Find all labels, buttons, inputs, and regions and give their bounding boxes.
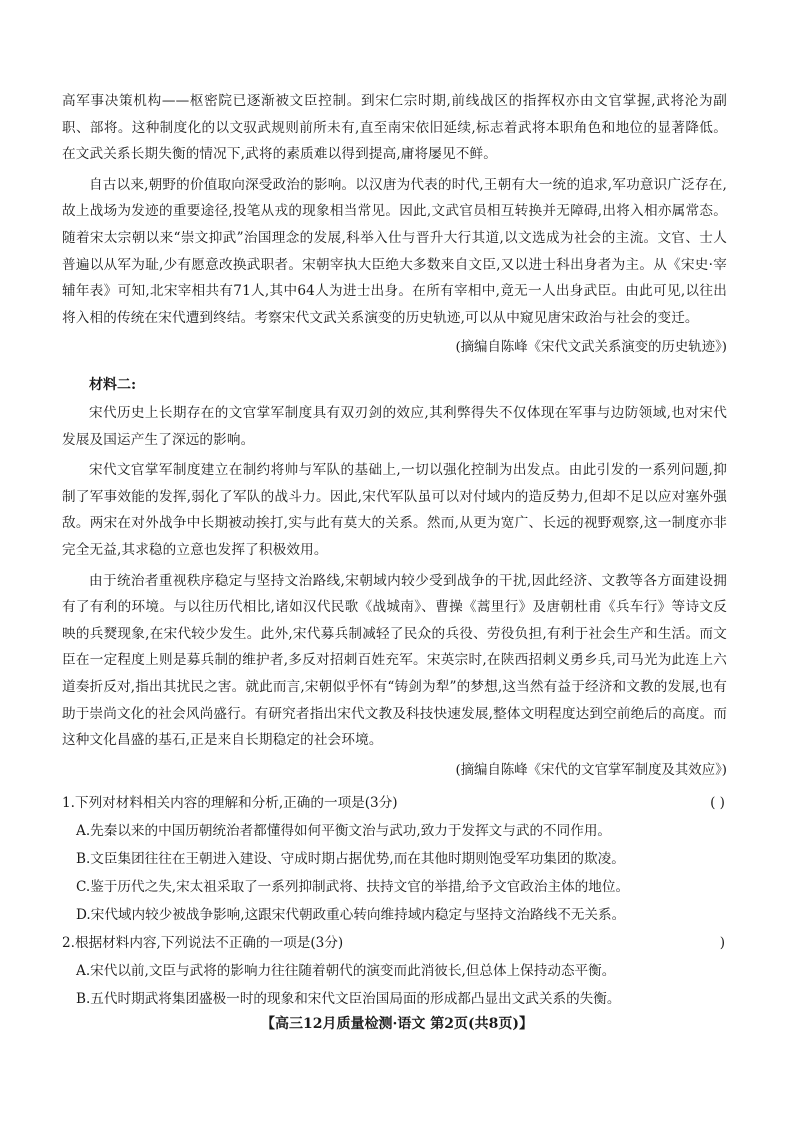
question-stem-text: 2.根据材料内容,下列说法不正确的一项是(3分): [62, 935, 344, 951]
material-two-paragraph-3: 由于统治者重视秩序稳定与坚持文治路线,宋朝域内较少受到战争的干扰,因此经济、文教等各方面建设拥有了有利的环境。与以往历代相比,诸如汉代民歌《战城南》、曹操《蒿里行》及唐朝杜甫《兵车行》等诗文反映的兵燹现象,在宋代较少发生。此外,宋代募兵制减轻了民众的兵役、劳役负担,有利于社会生产和生活。而文臣在一定程度上则是募兵制的维护者,多反对招刺百姓充军。宋英宗时,在陕西招刺义勇乡兵,司马光为此连上六道奏折反对,指出其扰民之害。就此而言,宋朝似乎怀有“铸剑为犁”的梦想,这当然有益于经济和文教的发展,也有助于崇尚文化的社会风尚盛行。有研究者指出宋代文教及科技快速发展,整体文明程度达到空前绝后的高度。而这种文化昌盛的基石,正是来自长期稳定的社会环境。: [62, 572, 727, 749]
page-footer: 【高三12月质量检测·语文 第2页(共8页)】: [261, 1016, 533, 1032]
question-stem: [62, 929, 727, 957]
material-two-citation: (摘编自陈峰《宋代的文官掌军制度及其效应》): [455, 762, 727, 778]
answer-blank: ): [719, 935, 725, 951]
option-a: A.先秦以来的中国历朝统治者都懂得如何平衡文治与武功,致力于发挥文与武的不同作用。: [76, 823, 612, 839]
question-2: [62, 929, 727, 1013]
material-two-title: 材料二:: [89, 377, 137, 393]
option-a: A.宋代以前,文臣与武将的影响力往往随着朝代的演变而此消彼长,但总体上保持动态平衡。: [76, 963, 616, 979]
material-one-paragraph-2: 自古以来,朝野的价值取向深受政治的影响。以汉唐为代表的时代,王朝有大一统的追求,军功意识广泛存在,故上战场为发迹的重要途径,投笔从戎的现象相当常见。因此,文武官员相互转换并无障碍,出将入相亦属常态。随着宋太宗朝以来“崇文抑武”治国理念的发展,科举入仕与晋升大行其道,以文选成为社会的主流。文官、士人普遍以从军为耻,少有愿意改换武职者。宋朝宰执大臣绝大多数来自文臣,又以进士科出身者为主。从《宋史·宰辅年表》可知,北宋宰相共有71人,其中64人为进士出身。在所有宰相中,竟无一人出身武臣。由此可见,以往出将入相的传统在宋代遭到终结。考察宋代文武关系演变的历史轨迹,可以从中窥见唐宋政治与社会的变迁。: [62, 176, 727, 326]
question-stem: [62, 789, 727, 817]
material-two: [62, 372, 727, 784]
option-b: B.五代时期武将集团盛极一时的现象和宋代文臣治国局面的形成都凸显出文武关系的失衡。: [76, 991, 621, 1007]
material-one-paragraph-1: 高军事决策机构——枢密院已逐渐被文臣控制。到宋仁宗时期,前线战区的指挥权亦由文官掌握,武将沦为副职、部将。这种制度化的以文驭武规则前所未有,直至南宋依旧延续,标志着武将本职角色和地位的显著降低。在文武关系长期失衡的情况下,武将的素质难以得到提高,庸将屡见不鲜。: [62, 93, 727, 163]
material-two-paragraph-1: 宋代历史上长期存在的文官掌军制度具有双刃剑的效应,其利弊得失不仅体现在军事与边防领域,也对宋代发展及国运产生了深远的影响。: [62, 405, 727, 448]
material-one-citation: (摘编自陈峰《宋代文武关系演变的历史轨迹》): [455, 340, 727, 356]
question-stem-text: 1.下列对材料相关内容的理解和分析,正确的一项是(3分): [62, 795, 398, 811]
question-1: [62, 789, 727, 929]
questions-section: [62, 789, 727, 1013]
option-d: D.宋代域内较少被战争影响,这跟宋代朝政重心转向维持域内稳定与坚持文治路线不无关系。: [76, 907, 626, 923]
material-one-continuation: [62, 88, 727, 361]
option-b: B.文臣集团往往在王朝进入建设、守成时期占据优势,而在其他时期则饱受军功集团的欺凌。: [76, 851, 625, 867]
answer-blank: ( ): [710, 795, 725, 811]
material-two-paragraph-2: 宋代文官掌军制度建立在制约将帅与军队的基础上,一切以强化控制为出发点。由此引发的一系列问题,抑制了军事效能的发挥,弱化了军队的战斗力。因此,宋代军队虽可以对付域内的造反势力,但却不足以应对塞外强敌。两宋在对外战争中长期被动挨打,实与此有莫大的关系。然而,从更为宽广、长远的视野观察,这一制度亦非完全无益,其求稳的立意也发挥了积极效用。: [62, 462, 727, 558]
option-c: C.鉴于历代之失,宋太祖采取了一系列抑制武将、扶持文官的举措,给予文官政治主体的地位。: [76, 879, 630, 895]
